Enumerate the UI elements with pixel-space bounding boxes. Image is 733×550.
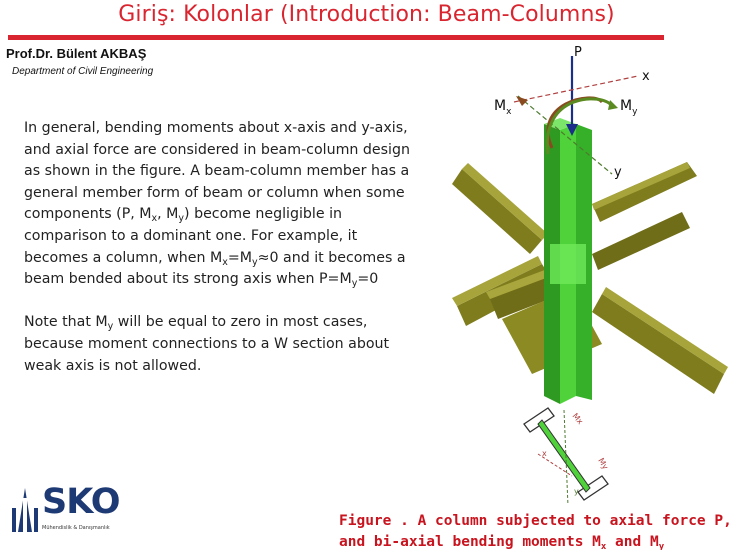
beam-upper-left [452,169,542,254]
beam-mid-right [592,212,690,270]
section-label-x: x [542,449,547,458]
caption-sub: y [658,542,665,550]
p1-sub: x [222,256,228,268]
label-y: y [614,165,622,180]
label-P: P [574,45,582,60]
beam-column-figure [452,44,733,504]
p1-sub: y [351,278,358,290]
label-Mx [494,98,512,117]
caption-text: and M [606,534,659,550]
beam-lower-right [592,294,724,394]
p1-sub: y [251,256,258,268]
figure-caption [339,511,733,550]
logo-tower-icon [10,488,40,532]
body-text [24,118,419,399]
p1-sub: x [151,213,158,225]
label-My-sub: y [632,107,638,117]
p1-sub: y [178,213,185,225]
p2-text: will be equal to zero in most cases, because moment connections to a W section about weak axis is not allowed. [24,314,390,374]
caption-text: Figure . A column subjected to axial force P, and bi-axial bending moments M [339,513,732,550]
company-logo [10,482,140,546]
paragraph-1 [24,118,419,291]
section-label-My: My [596,456,610,472]
label-x: x [642,69,650,84]
beam-column-illustration [452,44,733,504]
p1-text: In general, bending moments about x-axis and y-axis, and axial force are considered in beam-column design as shown in the figure. A beam-column member has a general member form of beam or column when some components (P, M [24,120,410,223]
slide-title: Giriş: Kolonlar (Introduction: Beam-Columns) [118,2,615,27]
section-diagram [524,408,610,504]
label-Mx-sub: x [506,107,512,117]
p2-text: Note that M [24,314,108,331]
paragraph-2 [24,312,419,377]
title-rule [8,35,664,40]
p1-text: , M [157,206,179,223]
author-name: Prof.Dr. Bülent AKBAŞ [6,46,147,61]
department-name: Department of Civil Engineering [12,66,154,77]
label-My-M: M [620,98,633,114]
moment-My-arrowhead [608,100,618,110]
label-Mx-M: M [494,98,507,114]
caption-sub: x [600,542,607,550]
p1-text: =0 [357,271,379,288]
section-label-Mx: Mx [570,411,585,427]
section-flange-left [524,408,554,432]
p1-text: ≈0 and it becomes a beam bended about its strong axis when P=M [24,249,406,288]
section-label-y: y [574,487,579,496]
logo-text: SKO [42,482,120,522]
column-connection-plate [550,244,586,284]
p2-sub: y [107,321,114,333]
logo-subtitle: Mühendislik & Danışmanlık [42,525,110,531]
p1-text: =M [227,249,252,266]
p1-text: ) become negligible in comparison to a dominant one. For example, it becomes a column, when M [24,206,358,266]
label-My [620,98,638,117]
